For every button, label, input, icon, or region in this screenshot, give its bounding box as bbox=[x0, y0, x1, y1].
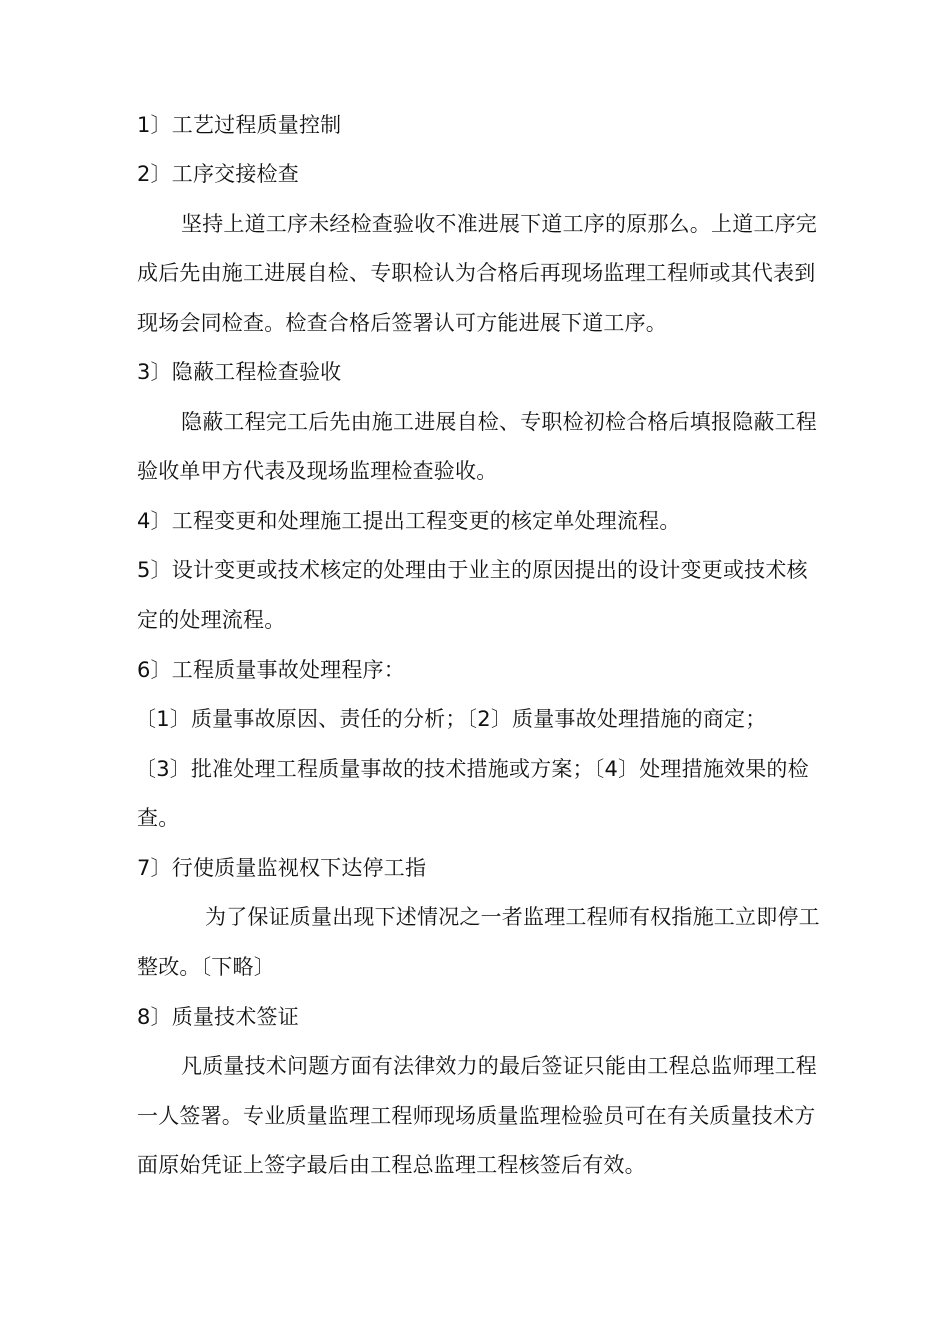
paragraph-line: 验收单甲方代表及现场监理检查验收。 bbox=[137, 459, 498, 483]
heading-concealed-work-inspection: 3〕隐蔽工程检查验收 bbox=[137, 360, 342, 384]
heading-design-change: 5〕设计变更或技术核定的处理由于业主的原因提出的设计变更或技术核 bbox=[137, 558, 808, 582]
heading-handover-inspection: 2〕工序交接检查 bbox=[137, 162, 299, 186]
paragraph-line: 凡质量技术问题方面有法律效力的最后签证只能由工程总监师理工程 bbox=[181, 1054, 817, 1078]
heading-stop-work-order: 7〕行使质量监视权下达停工指 bbox=[137, 856, 427, 880]
paragraph-line: 定的处理流程。 bbox=[137, 608, 286, 632]
heading-engineering-change: 4〕工程变更和处理施工提出工程变更的核定单处理流程。 bbox=[137, 509, 681, 533]
paragraph-line: 坚持上道工序未经检查验收不准进展下道工序的原那么。上道工序完 bbox=[181, 212, 817, 236]
heading-quality-accident-procedure: 6〕工程质量事故处理程序： bbox=[137, 658, 405, 682]
paragraph-line: 成后先由施工进展自检、专职检认为合格后再现场监理工程师或其代表到 bbox=[137, 261, 816, 285]
list-item-line: 查。 bbox=[137, 806, 180, 830]
heading-quality-technical-signoff: 8〕质量技术签证 bbox=[137, 1005, 299, 1029]
list-item-line: 〔1〕质量事故原因、责任的分析；〔2〕质量事故处理措施的商定； bbox=[135, 707, 767, 731]
paragraph-line: 为了保证质量出现下述情况之一者监理工程师有权指施工立即停工 bbox=[205, 905, 820, 929]
paragraph-line: 隐蔽工程完工后先由施工进展自检、专职检初检合格后填报隐蔽工程 bbox=[181, 410, 817, 434]
paragraph-line: 面原始凭证上签字最后由工程总监理工程核签后有效。 bbox=[137, 1153, 646, 1177]
heading-process-quality-control: 1〕工艺过程质量控制 bbox=[137, 113, 342, 137]
paragraph-line: 整改。〔下略〕 bbox=[137, 955, 275, 979]
paragraph-line: 一人签署。专业质量监理工程师现场质量监理检验员可在有关质量技术方 bbox=[137, 1104, 816, 1128]
paragraph-line: 现场会同检查。检查合格后签署认可方能进展下道工序。 bbox=[137, 311, 667, 335]
list-item-line: 〔3〕批准处理工程质量事故的技术措施或方案；〔4〕处理措施效果的检 bbox=[135, 757, 809, 781]
